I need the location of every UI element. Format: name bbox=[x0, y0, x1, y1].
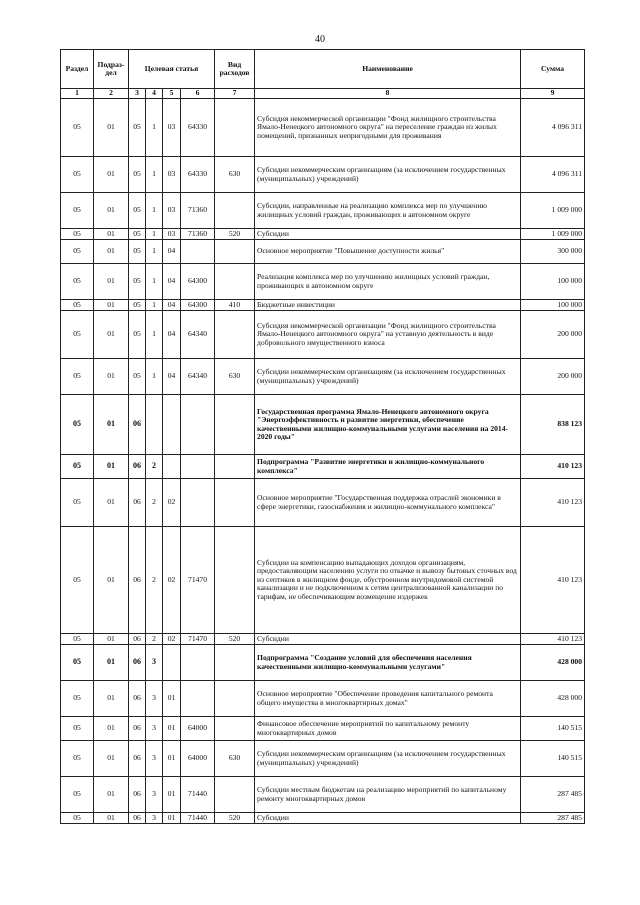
subsection-code: 01 bbox=[94, 300, 129, 311]
column-number: 3 bbox=[129, 89, 146, 99]
expense-type-code bbox=[215, 264, 255, 300]
direction-code: 71440 bbox=[181, 777, 215, 813]
column-number: 8 bbox=[255, 89, 521, 99]
subsection-code: 01 bbox=[94, 645, 129, 681]
direction-code: 71360 bbox=[181, 229, 215, 240]
subprogram-code: 3 bbox=[146, 813, 163, 824]
subprogram-code bbox=[146, 395, 163, 455]
expense-type-code bbox=[215, 681, 255, 717]
section-code: 05 bbox=[61, 193, 94, 229]
subsection-code: 01 bbox=[94, 681, 129, 717]
program-code: 06 bbox=[129, 777, 146, 813]
program-code: 06 bbox=[129, 395, 146, 455]
subprogram-code: 1 bbox=[146, 99, 163, 157]
section-code: 05 bbox=[61, 634, 94, 645]
section-code: 05 bbox=[61, 479, 94, 527]
expense-type-code bbox=[215, 395, 255, 455]
row-amount: 410 123 bbox=[521, 455, 585, 479]
table-row bbox=[61, 741, 585, 777]
expense-type-code bbox=[215, 99, 255, 157]
row-amount: 428 000 bbox=[521, 645, 585, 681]
header-row bbox=[61, 50, 585, 89]
section-code: 05 bbox=[61, 455, 94, 479]
expense-type-code bbox=[215, 479, 255, 527]
activity-code: 03 bbox=[163, 157, 181, 193]
subsection-code: 01 bbox=[94, 479, 129, 527]
row-amount: 838 123 bbox=[521, 395, 585, 455]
subprogram-code: 1 bbox=[146, 193, 163, 229]
direction-code bbox=[181, 240, 215, 264]
program-code: 06 bbox=[129, 479, 146, 527]
row-amount: 428 000 bbox=[521, 681, 585, 717]
section-code: 05 bbox=[61, 359, 94, 395]
column-number: 2 bbox=[94, 89, 129, 99]
table-row bbox=[61, 264, 585, 300]
activity-code: 02 bbox=[163, 479, 181, 527]
row-amount: 300 000 bbox=[521, 240, 585, 264]
program-code: 05 bbox=[129, 300, 146, 311]
expense-type-code bbox=[215, 240, 255, 264]
program-code: 06 bbox=[129, 681, 146, 717]
direction-code: 64340 bbox=[181, 311, 215, 359]
row-amount: 1 009 000 bbox=[521, 229, 585, 240]
table-row bbox=[61, 479, 585, 527]
subprogram-code: 1 bbox=[146, 264, 163, 300]
program-code: 05 bbox=[129, 193, 146, 229]
header-subsection: Подраз-дел bbox=[94, 50, 129, 89]
activity-code: 01 bbox=[163, 681, 181, 717]
subsection-code: 01 bbox=[94, 395, 129, 455]
row-name: Субсидии, направленные на реализацию комплекса мер по улучшению жилищных условий граждан, проживающих в автономном округе bbox=[255, 193, 521, 229]
row-amount: 1 009 000 bbox=[521, 193, 585, 229]
row-name: Реализация комплекса мер по улучшению жилищных условий граждан, проживающих в автономном округе bbox=[255, 264, 521, 300]
column-number-row bbox=[61, 89, 585, 99]
section-code: 05 bbox=[61, 777, 94, 813]
activity-code: 01 bbox=[163, 813, 181, 824]
expense-type-code: 520 bbox=[215, 813, 255, 824]
program-code: 06 bbox=[129, 527, 146, 634]
subsection-code: 01 bbox=[94, 311, 129, 359]
expense-type-code: 520 bbox=[215, 634, 255, 645]
subprogram-code: 3 bbox=[146, 645, 163, 681]
direction-code bbox=[181, 479, 215, 527]
table-row bbox=[61, 311, 585, 359]
subsection-code: 01 bbox=[94, 359, 129, 395]
section-code: 05 bbox=[61, 264, 94, 300]
subprogram-code: 2 bbox=[146, 479, 163, 527]
section-code: 05 bbox=[61, 645, 94, 681]
activity-code: 04 bbox=[163, 300, 181, 311]
column-number: 6 bbox=[181, 89, 215, 99]
subprogram-code: 1 bbox=[146, 300, 163, 311]
activity-code: 01 bbox=[163, 777, 181, 813]
expense-type-code: 520 bbox=[215, 229, 255, 240]
header-name: Наименование bbox=[255, 50, 521, 89]
row-amount: 287 485 bbox=[521, 813, 585, 824]
subsection-code: 01 bbox=[94, 229, 129, 240]
program-code: 06 bbox=[129, 455, 146, 479]
header-section: Раздел bbox=[61, 50, 94, 89]
column-number: 9 bbox=[521, 89, 585, 99]
table-row bbox=[61, 634, 585, 645]
subprogram-code: 1 bbox=[146, 240, 163, 264]
table-row bbox=[61, 527, 585, 634]
budget-table bbox=[60, 49, 585, 824]
activity-code: 01 bbox=[163, 717, 181, 741]
program-code: 06 bbox=[129, 717, 146, 741]
section-code: 05 bbox=[61, 813, 94, 824]
activity-code: 01 bbox=[163, 741, 181, 777]
row-name: Субсидии bbox=[255, 229, 521, 240]
section-code: 05 bbox=[61, 741, 94, 777]
row-amount: 140 515 bbox=[521, 741, 585, 777]
direction-code: 64330 bbox=[181, 157, 215, 193]
program-code: 05 bbox=[129, 240, 146, 264]
subprogram-code: 2 bbox=[146, 527, 163, 634]
subsection-code: 01 bbox=[94, 777, 129, 813]
activity-code: 02 bbox=[163, 527, 181, 634]
subprogram-code: 1 bbox=[146, 157, 163, 193]
table-row bbox=[61, 777, 585, 813]
activity-code bbox=[163, 645, 181, 681]
table-row bbox=[61, 300, 585, 311]
section-code: 05 bbox=[61, 157, 94, 193]
header-amount: Сумма bbox=[521, 50, 585, 89]
expense-type-code bbox=[215, 717, 255, 741]
program-code: 06 bbox=[129, 634, 146, 645]
table-row bbox=[61, 157, 585, 193]
table-row bbox=[61, 229, 585, 240]
subprogram-code: 1 bbox=[146, 359, 163, 395]
row-amount: 287 485 bbox=[521, 777, 585, 813]
activity-code: 04 bbox=[163, 359, 181, 395]
section-code: 05 bbox=[61, 229, 94, 240]
section-code: 05 bbox=[61, 300, 94, 311]
direction-code: 64330 bbox=[181, 99, 215, 157]
row-name: Основное мероприятие "Повышение доступности жилья" bbox=[255, 240, 521, 264]
section-code: 05 bbox=[61, 681, 94, 717]
activity-code: 03 bbox=[163, 229, 181, 240]
row-name: Субсидии на компенсацию выпадающих доходов организациям, предоставляющим населению услуги по откачке и вывозу бытовых сточных вод из септиков в жилищном фонде, обустроенном внутридомовой системой канализации и не подключенном к сетям централизованной канализации по тарифам, не обеспечивающим возмещение издержек bbox=[255, 527, 521, 634]
table-row bbox=[61, 99, 585, 157]
program-code: 05 bbox=[129, 264, 146, 300]
column-number: 1 bbox=[61, 89, 94, 99]
header-target-article: Целевая статья bbox=[129, 50, 215, 89]
direction-code: 71360 bbox=[181, 193, 215, 229]
subsection-code: 01 bbox=[94, 193, 129, 229]
row-name: Субсидия некоммерческой организации "Фонд жилищного строительства Ямало-Ненецкого автономного округа" на уставную деятельность в виде добровольного имущественного взноса bbox=[255, 311, 521, 359]
row-name: Субсидии некоммерческим организациям (за исключением государственных (муниципальных) учреждений) bbox=[255, 359, 521, 395]
expense-type-code: 410 bbox=[215, 300, 255, 311]
row-name: Основное мероприятие "Государственная поддержка отраслей экономики в сфере энергетики, газоснабжения и жилищно-коммунального комплекса" bbox=[255, 479, 521, 527]
subsection-code: 01 bbox=[94, 527, 129, 634]
row-amount: 200 000 bbox=[521, 359, 585, 395]
row-amount: 4 096 311 bbox=[521, 99, 585, 157]
row-name: Субсидии bbox=[255, 813, 521, 824]
subsection-code: 01 bbox=[94, 157, 129, 193]
direction-code bbox=[181, 681, 215, 717]
expense-type-code: 630 bbox=[215, 741, 255, 777]
subprogram-code: 1 bbox=[146, 229, 163, 240]
row-name: Субсидия некоммерческой организации "Фонд жилищного строительства Ямало-Ненецкого автономного округа" на переселение граждан из жилых помещений, признанных непригодными для проживания bbox=[255, 99, 521, 157]
section-code: 05 bbox=[61, 395, 94, 455]
direction-code bbox=[181, 645, 215, 681]
row-name: Субсидии некоммерческим организациям (за исключением государственных (муниципальных) учреждений) bbox=[255, 741, 521, 777]
expense-type-code bbox=[215, 527, 255, 634]
row-amount: 100 000 bbox=[521, 264, 585, 300]
row-amount: 140 515 bbox=[521, 717, 585, 741]
section-code: 05 bbox=[61, 240, 94, 264]
row-name: Государственная программа Ямало-Ненецкого автономного округа "Энергоэффективность и развитие энергетики, обеспечение качественными жилищно-коммунальными услугами населения на 2014-2020 годы" bbox=[255, 395, 521, 455]
row-name: Подпрограмма "Создание условий для обеспечения населения качественными жилищно-коммунальными услугами" bbox=[255, 645, 521, 681]
expense-type-code bbox=[215, 455, 255, 479]
column-number: 5 bbox=[163, 89, 181, 99]
page-number: 40 bbox=[315, 34, 325, 45]
subsection-code: 01 bbox=[94, 240, 129, 264]
subprogram-code: 3 bbox=[146, 741, 163, 777]
direction-code: 71470 bbox=[181, 634, 215, 645]
row-amount: 200 000 bbox=[521, 311, 585, 359]
direction-code: 71470 bbox=[181, 527, 215, 634]
row-amount: 4 096 311 bbox=[521, 157, 585, 193]
subsection-code: 01 bbox=[94, 99, 129, 157]
row-name: Субсидии bbox=[255, 634, 521, 645]
column-number: 4 bbox=[146, 89, 163, 99]
table-row bbox=[61, 813, 585, 824]
activity-code: 04 bbox=[163, 240, 181, 264]
subprogram-code: 3 bbox=[146, 717, 163, 741]
table-row bbox=[61, 645, 585, 681]
expense-type-code: 630 bbox=[215, 359, 255, 395]
row-amount: 410 123 bbox=[521, 634, 585, 645]
activity-code: 04 bbox=[163, 264, 181, 300]
program-code: 06 bbox=[129, 741, 146, 777]
row-name: Субсидии некоммерческим организациям (за исключением государственных (муниципальных) учреждений) bbox=[255, 157, 521, 193]
subprogram-code: 3 bbox=[146, 777, 163, 813]
table-row bbox=[61, 359, 585, 395]
row-amount: 410 123 bbox=[521, 527, 585, 634]
direction-code: 64000 bbox=[181, 717, 215, 741]
header-expense-type: Вид расходов bbox=[215, 50, 255, 89]
row-name: Бюджетные инвестиции bbox=[255, 300, 521, 311]
direction-code: 64300 bbox=[181, 264, 215, 300]
column-number: 7 bbox=[215, 89, 255, 99]
table-row bbox=[61, 717, 585, 741]
activity-code: 02 bbox=[163, 634, 181, 645]
section-code: 05 bbox=[61, 99, 94, 157]
expense-type-code bbox=[215, 645, 255, 681]
program-code: 06 bbox=[129, 645, 146, 681]
expense-type-code bbox=[215, 777, 255, 813]
subsection-code: 01 bbox=[94, 455, 129, 479]
program-code: 06 bbox=[129, 813, 146, 824]
subsection-code: 01 bbox=[94, 634, 129, 645]
row-name: Подпрограмма "Развитие энергетики и жилищно-коммунального комплекса" bbox=[255, 455, 521, 479]
activity-code bbox=[163, 455, 181, 479]
program-code: 05 bbox=[129, 229, 146, 240]
direction-code: 64000 bbox=[181, 741, 215, 777]
row-name: Основное мероприятие "Обеспечение проведения капитального ремонта общего имущества в многоквартирных домах" bbox=[255, 681, 521, 717]
table-row bbox=[61, 455, 585, 479]
direction-code bbox=[181, 455, 215, 479]
subprogram-code: 3 bbox=[146, 681, 163, 717]
section-code: 05 bbox=[61, 527, 94, 634]
activity-code: 03 bbox=[163, 193, 181, 229]
expense-type-code bbox=[215, 311, 255, 359]
activity-code bbox=[163, 395, 181, 455]
program-code: 05 bbox=[129, 157, 146, 193]
expense-type-code bbox=[215, 193, 255, 229]
row-amount: 410 123 bbox=[521, 479, 585, 527]
subprogram-code: 1 bbox=[146, 311, 163, 359]
table-row bbox=[61, 193, 585, 229]
direction-code: 64340 bbox=[181, 359, 215, 395]
subsection-code: 01 bbox=[94, 813, 129, 824]
subsection-code: 01 bbox=[94, 264, 129, 300]
program-code: 05 bbox=[129, 99, 146, 157]
program-code: 05 bbox=[129, 359, 146, 395]
row-name: Субсидии местным бюджетам на реализацию мероприятий по капитальному ремонту многоквартирных домов bbox=[255, 777, 521, 813]
activity-code: 04 bbox=[163, 311, 181, 359]
row-name: Финансовое обеспечение мероприятий по капитальному ремонту многоквартирных домов bbox=[255, 717, 521, 741]
section-code: 05 bbox=[61, 717, 94, 741]
section-code: 05 bbox=[61, 311, 94, 359]
direction-code: 71440 bbox=[181, 813, 215, 824]
table-row bbox=[61, 395, 585, 455]
direction-code bbox=[181, 395, 215, 455]
program-code: 05 bbox=[129, 311, 146, 359]
subsection-code: 01 bbox=[94, 741, 129, 777]
table-row bbox=[61, 240, 585, 264]
direction-code: 64300 bbox=[181, 300, 215, 311]
subsection-code: 01 bbox=[94, 717, 129, 741]
table-row bbox=[61, 681, 585, 717]
row-amount: 100 000 bbox=[521, 300, 585, 311]
subprogram-code: 2 bbox=[146, 634, 163, 645]
activity-code: 03 bbox=[163, 99, 181, 157]
expense-type-code: 630 bbox=[215, 157, 255, 193]
subprogram-code: 2 bbox=[146, 455, 163, 479]
